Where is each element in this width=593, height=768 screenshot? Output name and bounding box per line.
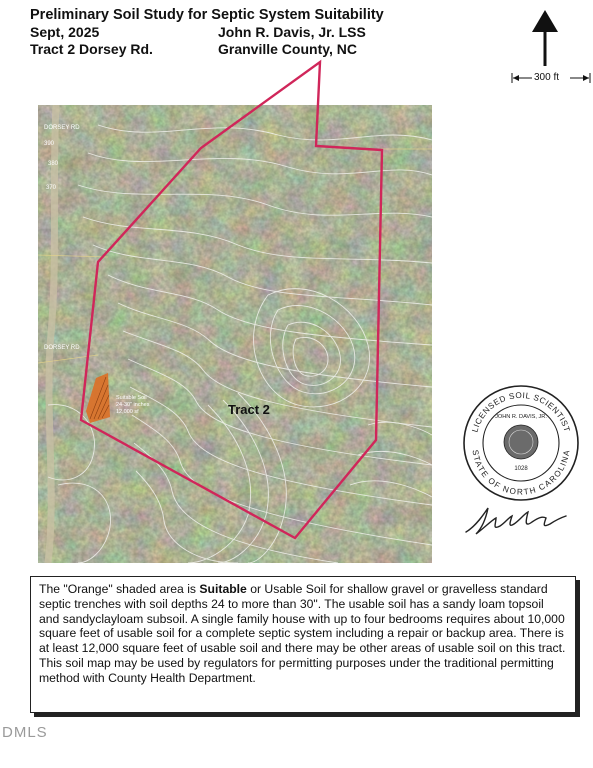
aerial-photo <box>38 105 432 563</box>
seal-ring-bottom: STATE OF NORTH CAROLINA <box>470 449 572 497</box>
contour-label-3: 370 <box>46 185 57 191</box>
map-title: Preliminary Soil Study for Septic System Suitability <box>30 7 384 23</box>
north-arrow-icon <box>528 10 562 66</box>
study-date: Sept, 2025 <box>30 24 100 40</box>
note-emphasis: Suitable <box>199 582 247 596</box>
road-label-1: DORSEY RD <box>44 125 80 131</box>
note-text-rest: or Usable Soil for shallow gravel or gravelless standard septic trenches with soil depths 24 to more than 30". The usable soil has a sandy loam topsoil and sandyclayloam subsoil. A single family house with up to four bedrooms requires about 10,000 square feet of usable soil for a complete septic system including a repair or backup area. There is at least 12,000 square feet of usable soil and there may be other areas of usable soil on this tract. This soil map may be used by regulators for permitting purposes under the traditional permitting method with County Health Department. <box>39 582 566 685</box>
note-text-start: The "Orange" shaded area is <box>39 582 200 596</box>
road-label-2: DORSEY RD <box>44 345 80 351</box>
scale-bar <box>510 70 592 86</box>
watermark: DMLS <box>2 724 48 741</box>
seal-number: 1028 <box>514 466 528 472</box>
soil-scientist-seal <box>462 384 580 502</box>
soil-label-line2: 24-30" inches <box>116 402 150 408</box>
soil-notes-box <box>30 576 576 713</box>
contour-label-2: 380 <box>48 161 59 167</box>
soil-scientist-name: John R. Davis, Jr. LSS <box>218 24 366 40</box>
county-state: Granville County, NC <box>218 41 357 57</box>
contour-label-1: 390 <box>44 141 55 147</box>
tract-road: Tract 2 Dorsey Rd. <box>30 41 153 57</box>
signature <box>462 504 572 538</box>
scale-label: 300 ft <box>534 72 560 83</box>
seal-name: JOHN R. DAVIS, JR. <box>495 414 547 420</box>
tract-label: Tract 2 <box>228 402 270 417</box>
soil-label-line1: Suitable Soil <box>116 395 147 401</box>
soil-label-line3: 12,000 sf <box>116 409 139 415</box>
seal-ring-top: LICENSED SOIL SCIENTIST <box>470 390 572 434</box>
aerial-map <box>38 105 432 563</box>
